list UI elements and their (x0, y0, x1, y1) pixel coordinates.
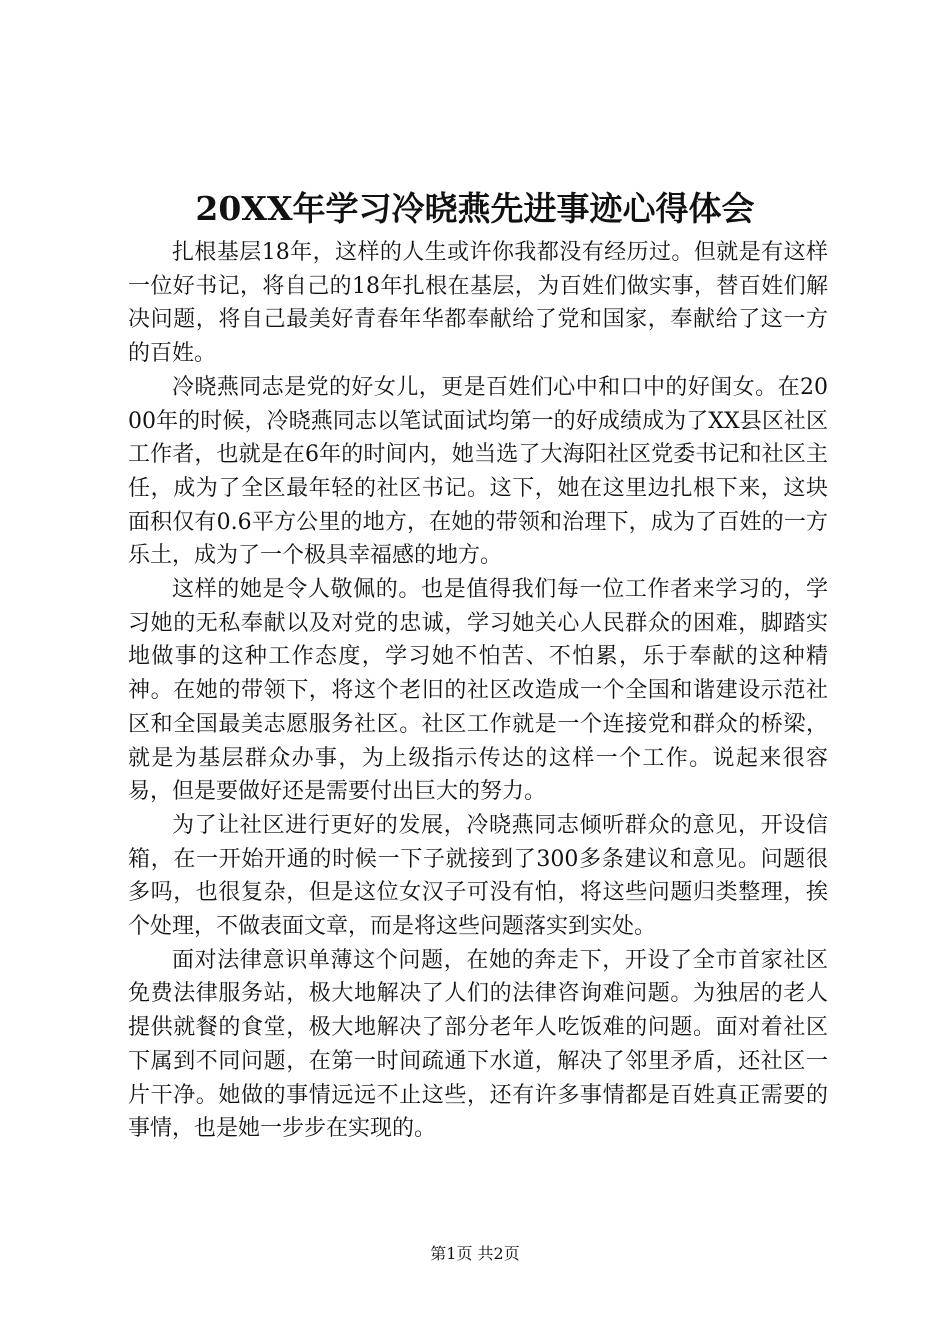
paragraph: 面对法律意识单薄这个问题，在她的奔走下，开设了全市首家社区免费法律服务站，极大地解决了人们的法律咨询难问题。为独居的老人提供就餐的食堂，极大地解决了部分老年人吃饭难的问题。面对着社区下属到不同问题，在第一时间疏通下水道，解决了邻里矛盾，还社区一片干净。她做的事情远远不止这些，还有许多事情都是百姓真正需要的事情，也是她一步步在实现的。 (128, 947, 828, 1142)
document-title: 20XX年学习冷晓燕先进事迹心得体会 (195, 189, 755, 228)
page-number-footer: 第1页 共2页 (430, 1244, 520, 1263)
paragraph: 扎根基层18年，这样的人生或许你我都没有经历过。但就是有这样一位好书记，将自己的18年扎根在基层，为百姓们做实事，替百姓们解决问题，将自己最美好青春年华都奉献给了党和国家，奉献给了这一方的百姓。 (128, 240, 828, 367)
paragraph: 这样的她是令人敬佩的。也是值得我们每一位工作者来学习的，学习她的无私奉献以及对党的忠诚，学习她关心人民群众的困难，脚踏实地做事的这种工作态度，学习她不怕苦、不怕累，乐于奉献的这种精神。在她的带领下，将这个老旧的社区改造成一个全国和谐建设示范社区和全国最美志愿服务社区。社区工作就是一个连接党和群众的桥梁，就是为基层群众办事，为上级指示传达的这样一个工作。说起来很容易，但是要做好还是需要付出巨大的努力。 (128, 577, 828, 805)
paragraph: 为了让社区进行更好的发展，冷晓燕同志倾听群众的意见，开设信箱，在一开始开通的时候一下子就接到了300多条建议和意见。问题很多吗，也很复杂，但是这位女汉子可没有怕，将这些问题归类整理，挨个处理，不做表面文章，而是将这些问题落实到实处。 (128, 812, 828, 940)
document-body (128, 236, 828, 1146)
paragraph: 冷晓燕同志是党的好女儿，更是百姓们心中和口中的好闺女。在2000年的时候，冷晓燕同志以笔试面试均第一的好成绩成为了XX县区社区工作者，也就是在6年的时间内，她当选了大海阳社区党委书记和社区主任，成为了全区最年轻的社区书记。这下，她在这里边扎根下来，这块面积仅有0.6平方公里的地方，在她的带领和治理下，成为了百姓的一方乐土，成为了一个极具幸福感的地方。 (128, 374, 828, 569)
